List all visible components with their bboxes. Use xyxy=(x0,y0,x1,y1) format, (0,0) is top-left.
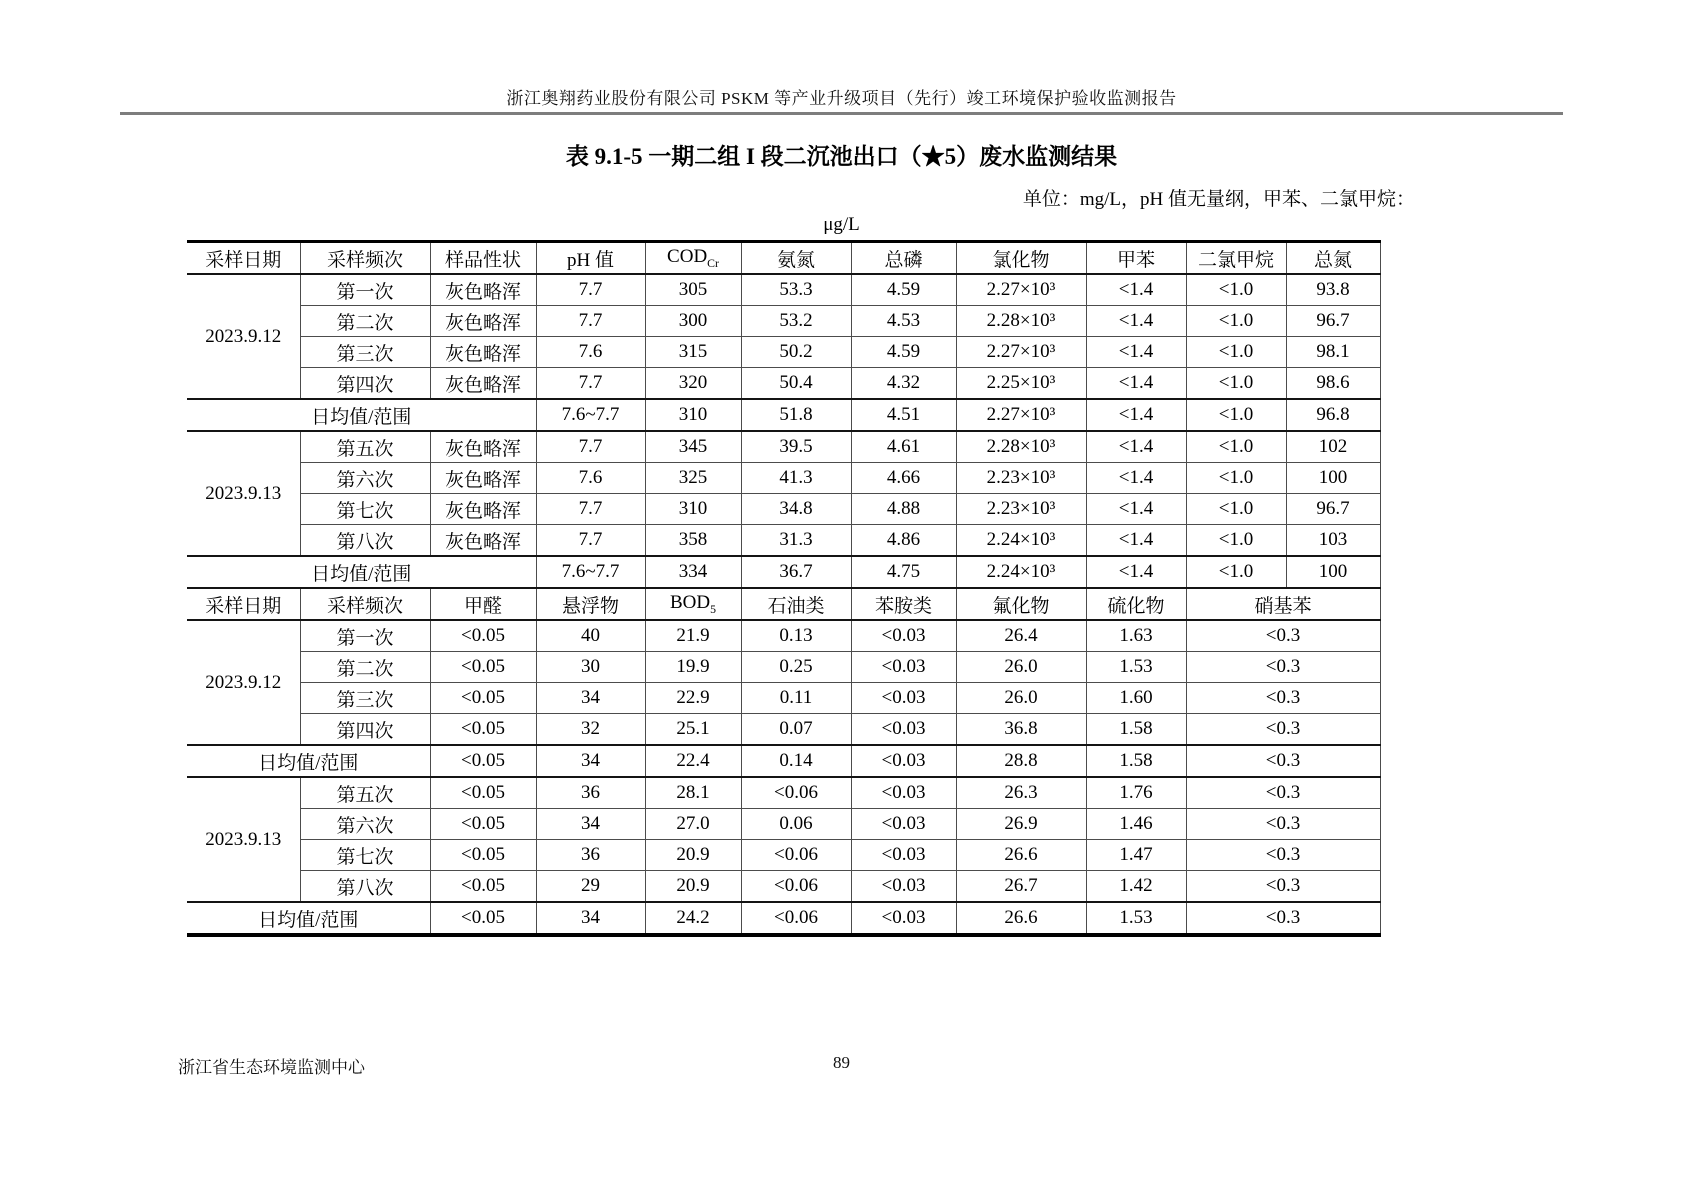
table-cell: 29 xyxy=(536,871,645,903)
table-cell: 第三次 xyxy=(300,683,430,714)
table-row xyxy=(187,431,1380,463)
table-cell: <0.05 xyxy=(430,714,536,746)
table-cell: 第八次 xyxy=(300,525,430,557)
table-cell: 2.27×10³ xyxy=(956,337,1086,368)
column-header: 总磷 xyxy=(851,242,956,275)
table-cell: 0.06 xyxy=(741,809,851,840)
table-cell: 334 xyxy=(645,556,741,588)
table-cell: 21.9 xyxy=(645,620,741,652)
table-cell: 320 xyxy=(645,368,741,400)
table-cell: 34 xyxy=(536,902,645,935)
column-header: pH 值 xyxy=(536,242,645,275)
table-cell: <1.4 xyxy=(1086,274,1186,306)
column-header: 采样频次 xyxy=(300,242,430,275)
table-cell: 7.7 xyxy=(536,525,645,557)
table-cell: <0.3 xyxy=(1186,683,1380,714)
avg-label-cell: 日均值/范围 xyxy=(187,902,430,935)
table-row xyxy=(187,683,1380,714)
column-header: 采样频次 xyxy=(300,588,430,620)
table-cell: <1.4 xyxy=(1086,399,1186,431)
table-cell: 102 xyxy=(1286,431,1380,463)
table-cell: 358 xyxy=(645,525,741,557)
table-cell: 2.28×10³ xyxy=(956,306,1086,337)
column-header: 氟化物 xyxy=(956,588,1086,620)
sampling-date-cell: 2023.9.12 xyxy=(187,274,300,399)
table-cell: 32 xyxy=(536,714,645,746)
table-cell: 310 xyxy=(645,494,741,525)
table-cell: <0.03 xyxy=(851,652,956,683)
table-cell: <0.3 xyxy=(1186,840,1380,871)
table-cell: 93.8 xyxy=(1286,274,1380,306)
table-cell: <0.3 xyxy=(1186,871,1380,903)
table-cell: 第八次 xyxy=(300,871,430,903)
table-cell: 20.9 xyxy=(645,871,741,903)
table-cell: <0.06 xyxy=(741,871,851,903)
table-cell: <1.0 xyxy=(1186,306,1286,337)
table-cell: 2.27×10³ xyxy=(956,399,1086,431)
table-cell: <1.0 xyxy=(1186,274,1286,306)
table-cell: 第四次 xyxy=(300,368,430,400)
table-row xyxy=(187,337,1380,368)
table-cell: <0.05 xyxy=(430,683,536,714)
table-cell: 灰色略浑 xyxy=(430,368,536,400)
table-cell: <1.4 xyxy=(1086,494,1186,525)
table-cell: 315 xyxy=(645,337,741,368)
avg-label-cell: 日均值/范围 xyxy=(187,745,430,777)
sampling-date-cell: 2023.9.13 xyxy=(187,777,300,902)
column-header: 悬浮物 xyxy=(536,588,645,620)
table-cell: 36 xyxy=(536,777,645,809)
table-cell: <0.03 xyxy=(851,840,956,871)
table-cell: 7.6~7.7 xyxy=(536,399,645,431)
table-cell: <0.05 xyxy=(430,620,536,652)
table-cell: 0.14 xyxy=(741,745,851,777)
unit-note-line2: μg/L xyxy=(823,214,860,235)
table-cell: 34.8 xyxy=(741,494,851,525)
table-cell: <0.03 xyxy=(851,777,956,809)
column-header: 样品性状 xyxy=(430,242,536,275)
column-header: 总氮 xyxy=(1286,242,1380,275)
table-cell: 1.47 xyxy=(1086,840,1186,871)
table-cell: 1.60 xyxy=(1086,683,1186,714)
table-cell: <1.0 xyxy=(1186,431,1286,463)
table-cell: 53.3 xyxy=(741,274,851,306)
table-cell: 30 xyxy=(536,652,645,683)
table-cell: <0.3 xyxy=(1186,620,1380,652)
table-cell: 50.4 xyxy=(741,368,851,400)
table-cell: 96.8 xyxy=(1286,399,1380,431)
sampling-date-cell: 2023.9.12 xyxy=(187,620,300,745)
table-cell: 100 xyxy=(1286,463,1380,494)
table-cell: 1.53 xyxy=(1086,652,1186,683)
table-cell: 41.3 xyxy=(741,463,851,494)
table-row xyxy=(187,714,1380,746)
column-header: 采样日期 xyxy=(187,588,300,620)
table-cell: <0.3 xyxy=(1186,902,1380,935)
section-2-header-row xyxy=(187,588,1380,620)
table-cell: 51.8 xyxy=(741,399,851,431)
table-cell: <1.4 xyxy=(1086,337,1186,368)
table-cell: 4.88 xyxy=(851,494,956,525)
table-cell: 31.3 xyxy=(741,525,851,557)
table-cell: 24.2 xyxy=(645,902,741,935)
table-cell: 第一次 xyxy=(300,620,430,652)
table-cell: <0.3 xyxy=(1186,809,1380,840)
daily-average-row xyxy=(187,556,1380,588)
table-cell: 第六次 xyxy=(300,809,430,840)
column-header: 甲苯 xyxy=(1086,242,1186,275)
table-cell: 4.53 xyxy=(851,306,956,337)
table-cell: <0.3 xyxy=(1186,777,1380,809)
header-divider xyxy=(120,112,1563,115)
table-cell: 26.9 xyxy=(956,809,1086,840)
table-cell: 第五次 xyxy=(300,777,430,809)
column-header: 石油类 xyxy=(741,588,851,620)
table-cell: 20.9 xyxy=(645,840,741,871)
table-cell: <1.0 xyxy=(1186,337,1286,368)
avg-label-cell: 日均值/范围 xyxy=(187,399,536,431)
table-cell: 36.8 xyxy=(956,714,1086,746)
table-cell: <1.0 xyxy=(1186,556,1286,588)
table-cell: 第五次 xyxy=(300,431,430,463)
table-cell: <0.05 xyxy=(430,777,536,809)
table-cell: 34 xyxy=(536,809,645,840)
section-1-header-row xyxy=(187,242,1380,275)
table-cell: 4.51 xyxy=(851,399,956,431)
table-cell: <0.05 xyxy=(430,902,536,935)
table-row xyxy=(187,463,1380,494)
daily-average-row xyxy=(187,399,1380,431)
table-cell: 第一次 xyxy=(300,274,430,306)
table-cell: <0.03 xyxy=(851,902,956,935)
daily-average-row xyxy=(187,902,1380,935)
table-cell: 2.23×10³ xyxy=(956,494,1086,525)
table-cell: 28.1 xyxy=(645,777,741,809)
table-cell: 4.59 xyxy=(851,274,956,306)
table-cell: 2.28×10³ xyxy=(956,431,1086,463)
table-cell: <1.4 xyxy=(1086,463,1186,494)
table-cell: 7.7 xyxy=(536,306,645,337)
table-cell: 4.75 xyxy=(851,556,956,588)
column-header: 氯化物 xyxy=(956,242,1086,275)
table-row xyxy=(187,274,1380,306)
daily-average-row xyxy=(187,745,1380,777)
table-cell: 灰色略浑 xyxy=(430,274,536,306)
table-cell: 第六次 xyxy=(300,463,430,494)
table-cell: 第四次 xyxy=(300,714,430,746)
table-cell: <0.06 xyxy=(741,840,851,871)
table-cell: 26.7 xyxy=(956,871,1086,903)
table-cell: 灰色略浑 xyxy=(430,306,536,337)
table-cell: <1.0 xyxy=(1186,463,1286,494)
table-cell: 0.11 xyxy=(741,683,851,714)
table-cell: 7.7 xyxy=(536,494,645,525)
table-cell: 300 xyxy=(645,306,741,337)
column-header: 苯胺类 xyxy=(851,588,956,620)
column-header: 氨氮 xyxy=(741,242,851,275)
table-cell: <0.06 xyxy=(741,777,851,809)
column-header: $BOD_5$ xyxy=(645,588,741,620)
table-cell: 1.46 xyxy=(1086,809,1186,840)
table-cell: <1.4 xyxy=(1086,525,1186,557)
table-cell: 27.0 xyxy=(645,809,741,840)
document-header-title: 浙江奥翔药业股份有限公司 PSKM 等产业升级项目（先行）竣工环境保护验收监测报告 xyxy=(506,89,1177,108)
table-cell: 40 xyxy=(536,620,645,652)
table-cell: 26.4 xyxy=(956,620,1086,652)
table-cell: 34 xyxy=(536,683,645,714)
table-cell: 325 xyxy=(645,463,741,494)
table-cell: <0.05 xyxy=(430,840,536,871)
table-cell: <0.05 xyxy=(430,809,536,840)
footer-organization: 浙江省生态环境监测中心 xyxy=(178,1058,365,1077)
table-cell: <1.0 xyxy=(1186,494,1286,525)
table-cell: <0.3 xyxy=(1186,745,1380,777)
table-cell: 第三次 xyxy=(300,337,430,368)
table-row xyxy=(187,840,1380,871)
table-cell: 36 xyxy=(536,840,645,871)
table-cell: <1.0 xyxy=(1186,368,1286,400)
table-cell: 345 xyxy=(645,431,741,463)
table-cell: <0.03 xyxy=(851,714,956,746)
table-cell: 1.53 xyxy=(1086,902,1186,935)
table-cell: 灰色略浑 xyxy=(430,431,536,463)
monitoring-results-table xyxy=(187,240,1381,937)
table-cell: 4.32 xyxy=(851,368,956,400)
table-cell: 第七次 xyxy=(300,840,430,871)
table-cell: 26.6 xyxy=(956,840,1086,871)
table-row xyxy=(187,871,1380,903)
column-header: 硝基苯 xyxy=(1186,588,1380,620)
table-cell: 0.07 xyxy=(741,714,851,746)
column-header: 采样日期 xyxy=(187,242,300,275)
table-cell: 灰色略浑 xyxy=(430,525,536,557)
table-cell: 98.6 xyxy=(1286,368,1380,400)
table-cell: 2.25×10³ xyxy=(956,368,1086,400)
table-cell: 4.61 xyxy=(851,431,956,463)
table-row xyxy=(187,494,1380,525)
table-cell: 4.86 xyxy=(851,525,956,557)
table-cell: 2.24×10³ xyxy=(956,525,1086,557)
column-header: 硫化物 xyxy=(1086,588,1186,620)
table-cell: 灰色略浑 xyxy=(430,337,536,368)
table-cell: 34 xyxy=(536,745,645,777)
table-cell: 98.1 xyxy=(1286,337,1380,368)
table-cell: 26.0 xyxy=(956,683,1086,714)
table-cell: 19.9 xyxy=(645,652,741,683)
table-cell: 53.2 xyxy=(741,306,851,337)
table-row xyxy=(187,620,1380,652)
table-cell: 7.7 xyxy=(536,274,645,306)
sampling-date-cell: 2023.9.13 xyxy=(187,431,300,556)
table-cell: 39.5 xyxy=(741,431,851,463)
table-cell: 第二次 xyxy=(300,306,430,337)
table-cell: 96.7 xyxy=(1286,494,1380,525)
table-cell: <0.3 xyxy=(1186,714,1380,746)
table-cell: <1.0 xyxy=(1186,399,1286,431)
table-cell: <1.4 xyxy=(1086,368,1186,400)
table-cell: 100 xyxy=(1286,556,1380,588)
table-cell: 22.4 xyxy=(645,745,741,777)
table-cell: 7.7 xyxy=(536,431,645,463)
unit-note-line1: 单位：mg/L，pH 值无量纲，甲苯、二氯甲烷： xyxy=(1022,189,1415,210)
table-cell: 0.25 xyxy=(741,652,851,683)
table-cell: 第七次 xyxy=(300,494,430,525)
table-cell: 7.6~7.7 xyxy=(536,556,645,588)
table-row xyxy=(187,525,1380,557)
table-row xyxy=(187,777,1380,809)
table-title: 表 9.1-5 一期二组 I 段二沉池出口（★5）废水监测结果 xyxy=(565,144,1118,169)
table-cell: 7.6 xyxy=(536,463,645,494)
table-cell: 4.59 xyxy=(851,337,956,368)
table-cell: <0.03 xyxy=(851,745,956,777)
table-cell: 310 xyxy=(645,399,741,431)
table-cell: 2.24×10³ xyxy=(956,556,1086,588)
table-cell: <0.05 xyxy=(430,871,536,903)
column-header: 甲醛 xyxy=(430,588,536,620)
table-row xyxy=(187,652,1380,683)
table-cell: <0.05 xyxy=(430,652,536,683)
column-header: $COD_{Cr}$ xyxy=(645,242,741,275)
column-header: 二氯甲烷 xyxy=(1186,242,1286,275)
table-cell: 103 xyxy=(1286,525,1380,557)
table-row xyxy=(187,306,1380,337)
table-cell: 36.7 xyxy=(741,556,851,588)
table-cell: 26.3 xyxy=(956,777,1086,809)
table-cell: 2.27×10³ xyxy=(956,274,1086,306)
table-cell: <0.06 xyxy=(741,902,851,935)
page-number: 89 xyxy=(833,1053,850,1072)
table-cell: 0.13 xyxy=(741,620,851,652)
table-cell: 22.9 xyxy=(645,683,741,714)
table-cell: <0.03 xyxy=(851,871,956,903)
table-cell: 1.42 xyxy=(1086,871,1186,903)
table-cell: <0.03 xyxy=(851,683,956,714)
table-cell: 灰色略浑 xyxy=(430,494,536,525)
table-cell: <0.03 xyxy=(851,809,956,840)
avg-label-cell: 日均值/范围 xyxy=(187,556,536,588)
table-row xyxy=(187,809,1380,840)
table-cell: <1.4 xyxy=(1086,306,1186,337)
table-cell: 2.23×10³ xyxy=(956,463,1086,494)
table-cell: 1.76 xyxy=(1086,777,1186,809)
table-cell: <1.4 xyxy=(1086,556,1186,588)
table-cell: 28.8 xyxy=(956,745,1086,777)
table-cell: 26.0 xyxy=(956,652,1086,683)
table-cell: 1.58 xyxy=(1086,714,1186,746)
table-cell: 25.1 xyxy=(645,714,741,746)
table-cell: 第二次 xyxy=(300,652,430,683)
table-cell: <1.0 xyxy=(1186,525,1286,557)
table-cell: 7.6 xyxy=(536,337,645,368)
table-cell: 1.63 xyxy=(1086,620,1186,652)
table-cell: 1.58 xyxy=(1086,745,1186,777)
table-cell: <1.4 xyxy=(1086,431,1186,463)
table-cell: 4.66 xyxy=(851,463,956,494)
table-cell: 灰色略浑 xyxy=(430,463,536,494)
table-cell: <0.05 xyxy=(430,745,536,777)
table-cell: 26.6 xyxy=(956,902,1086,935)
table-cell: 96.7 xyxy=(1286,306,1380,337)
table-cell: 50.2 xyxy=(741,337,851,368)
table-cell: 305 xyxy=(645,274,741,306)
table-row xyxy=(187,368,1380,400)
table-cell: <0.03 xyxy=(851,620,956,652)
table-cell: <0.3 xyxy=(1186,652,1380,683)
table-cell: 7.7 xyxy=(536,368,645,400)
